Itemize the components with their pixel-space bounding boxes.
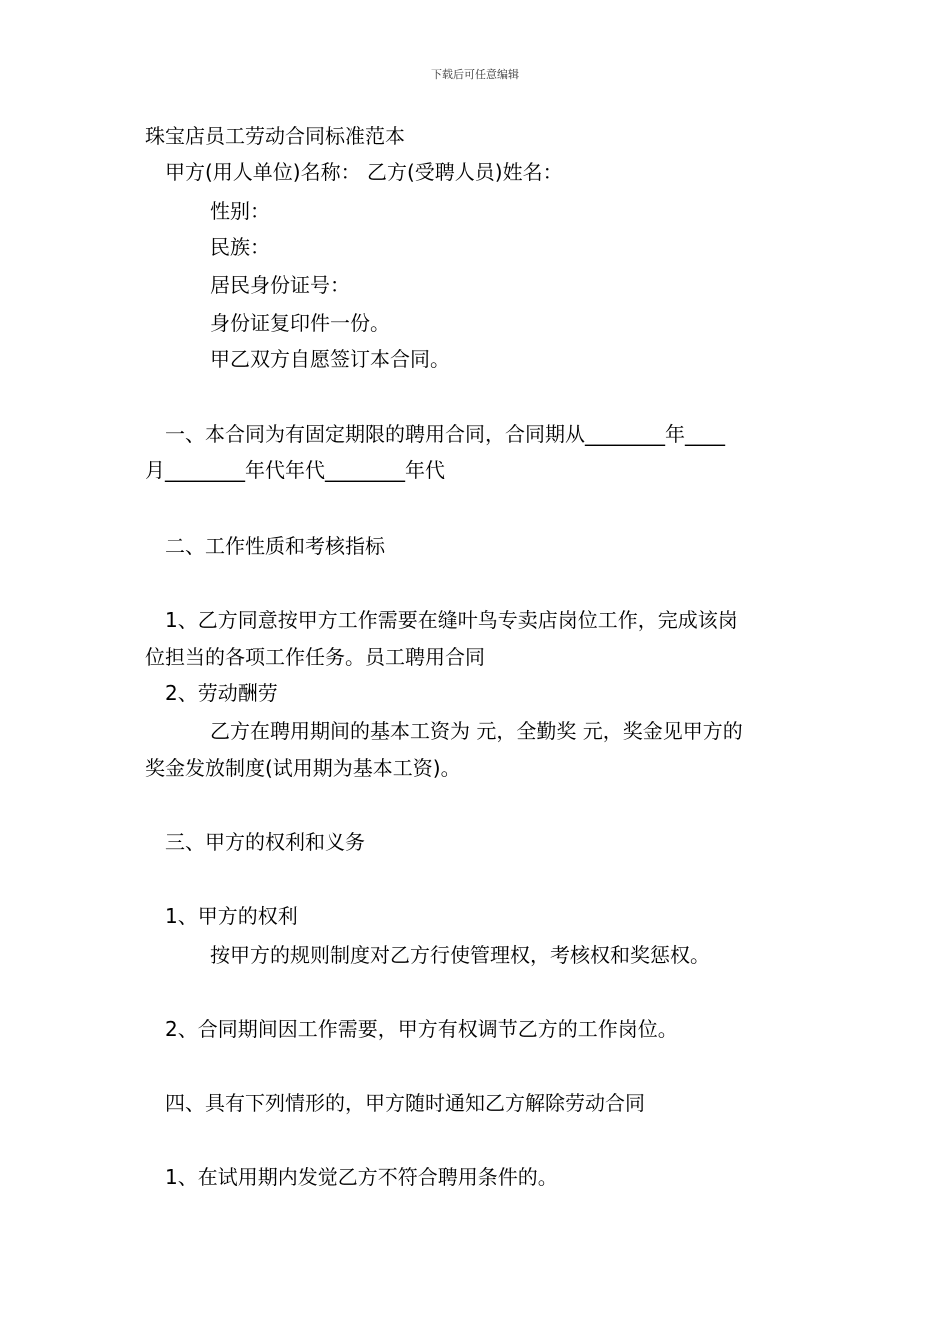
section2-item2-heading: 2、劳动酬劳 — [165, 681, 278, 705]
section3-item1-heading: 1、甲方的权利 — [165, 904, 298, 928]
section1-line2: 月________年代年代________年代 — [145, 458, 445, 482]
section2-heading: 二、工作性质和考核指标 — [165, 534, 385, 558]
section2-item1-line1: 1、乙方同意按甲方工作需要在缝叶鸟专卖店岗位工作，完成该岗 — [165, 608, 738, 632]
document-title: 珠宝店员工劳动合同标准范本 — [145, 124, 405, 148]
voluntary-line: 甲乙双方自愿签订本合同。 — [210, 347, 450, 371]
section2-item1-line2: 位担当的各项工作任务。员工聘用合同 — [145, 645, 485, 669]
gender-field: 性别： — [210, 199, 270, 223]
header-note: 下载后可任意编辑 — [431, 68, 519, 81]
section4-heading: 四、具有下列情形的，甲方随时通知乙方解除劳动合同 — [165, 1091, 645, 1115]
section3-item1-text: 按甲方的规则制度对乙方行使管理权，考核权和奖惩权。 — [210, 943, 710, 967]
section4-item1: 1、在试用期内发觉乙方不符合聘用条件的。 — [165, 1165, 558, 1189]
section2-item2-line2: 奖金发放制度(试用期为基本工资)。 — [145, 756, 461, 780]
ethnicity-field: 民族： — [210, 235, 270, 259]
section1-line1: 一、本合同为有固定期限的聘用合同，合同期从________年____ — [165, 422, 725, 446]
section3-heading: 三、甲方的权利和义务 — [165, 830, 365, 854]
id-copy-line: 身份证复印件一份。 — [210, 311, 390, 335]
id-number-field: 居民身份证号： — [210, 273, 350, 297]
section3-item2: 2、合同期间因工作需要，甲方有权调节乙方的工作岗位。 — [165, 1017, 678, 1041]
section2-item2-line1: 乙方在聘用期间的基本工资为 元，全勤奖 元，奖金见甲方的 — [210, 719, 743, 743]
parties-line: 甲方(用人单位)名称： 乙方(受聘人员)姓名： — [165, 160, 563, 184]
